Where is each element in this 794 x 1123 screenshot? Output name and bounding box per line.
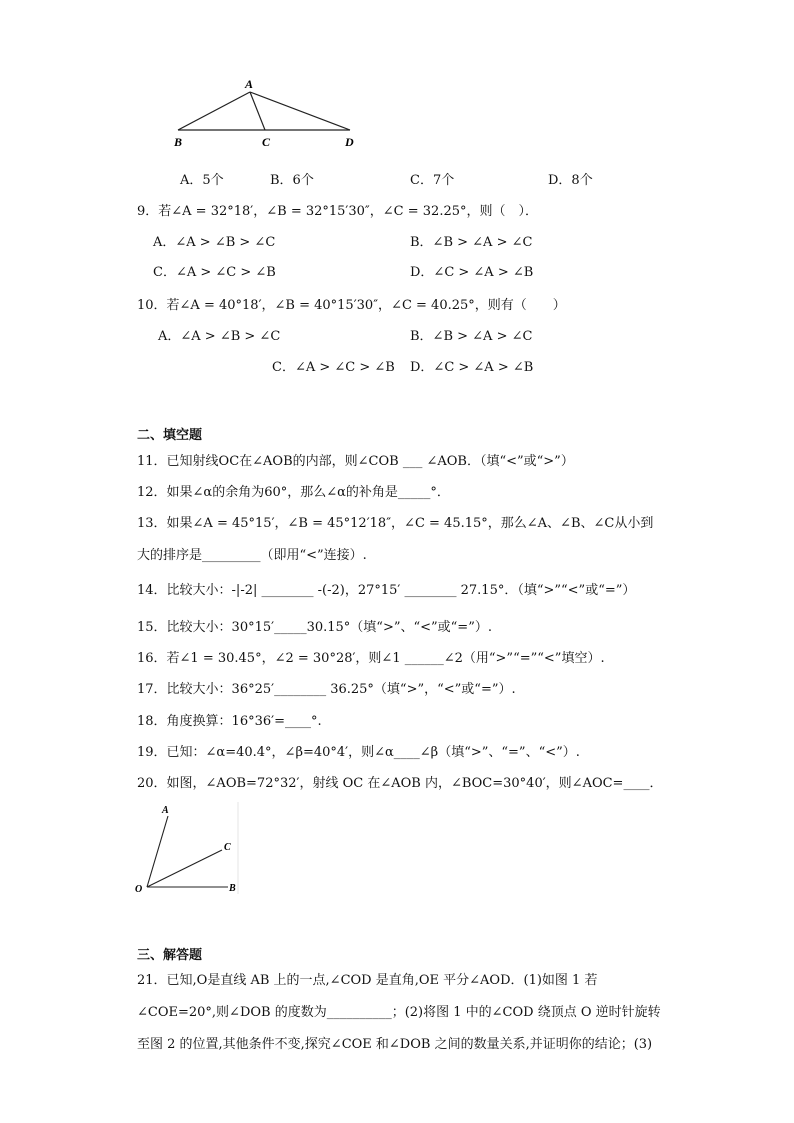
q15: 15．比较大小：30°15′_____30.15°（填“>”、“<”或“=”）. — [137, 620, 492, 635]
segment-ad — [250, 92, 350, 130]
q8-option-a: A．5个 — [180, 173, 224, 188]
triangle-figure — [160, 72, 380, 154]
label-c: C — [262, 135, 271, 149]
q17: 17．比较大小：36°25′________ 36.25°（填“>”，“<”或“=”）. — [137, 682, 516, 697]
q8-option-d: D．8个 — [548, 173, 593, 188]
q9-option-c: C．∠A > ∠C > ∠B — [153, 265, 276, 280]
segment-ac — [250, 92, 265, 130]
q10-option-d: D．∠C > ∠A > ∠B — [410, 360, 534, 375]
q12: 12．如果∠α的余角为60°，那么∠α的补角是_____°． — [137, 485, 450, 500]
label-c: C — [224, 842, 231, 853]
q9-option-a: A．∠A > ∠B > ∠C — [153, 235, 276, 250]
q13-line2: 大的排序是_________（即用“<”连接）. — [137, 548, 367, 563]
q21-line1: 21．已知,O是直线 AB 上的一点,∠COD 是直角,OE 平分∠AOD．(1)如图 1 若 — [137, 973, 598, 988]
q8-option-b: B．6个 — [270, 173, 314, 188]
ray-oa — [147, 816, 168, 887]
q19: 19．已知：∠α=40.4°，∠β=40°4′，则∠α____∠β（填“>”、“=”、“<”）. — [137, 745, 580, 760]
angle-figure — [130, 800, 245, 896]
q10-option-a: A．∠A > ∠B > ∠C — [158, 329, 281, 344]
q18: 18．角度换算：16°36′=____°. — [137, 714, 322, 729]
q9-option-d: D．∠C > ∠A > ∠B — [410, 265, 534, 280]
label-b: B — [229, 883, 236, 894]
q8-option-c: C．7个 — [410, 173, 455, 188]
q21-line2: ∠COE=20°,则∠DOB 的度数为__________；(2)将图 1 中的∠COD 绕顶点 O 逆时针旋转 — [137, 1005, 661, 1020]
label-b: B — [174, 135, 183, 149]
section-title-answer: 三、解答题 — [137, 948, 203, 963]
q20: 20．如图，∠AOB=72°32′，射线 OC 在∠AOB 内，∠BOC=30°40′，则∠AOC=____． — [137, 776, 663, 791]
label-d: D — [345, 135, 354, 149]
ray-oc — [147, 850, 222, 887]
q10-option-c: C．∠A > ∠C > ∠B — [272, 360, 395, 375]
label-a: A — [245, 77, 254, 91]
segment-ab — [178, 92, 250, 130]
q13-line1: 13．如果∠A = 45°15′，∠B = 45°12′18″，∠C = 45.15°，那么∠A、∠B、∠C从小到 — [137, 516, 654, 531]
q10-option-b: B．∠B > ∠A > ∠C — [410, 329, 533, 344]
label-o: O — [135, 884, 143, 895]
section-title-fill-blank: 二、填空题 — [137, 428, 203, 443]
q14: 14．比较大小：-|-2| ________ -(-2)，27°15′ ________ 27.15°．（填“>”“<”或“=”） — [137, 583, 636, 598]
q10-stem: 10．若∠A = 40°18′，∠B = 40°15′30″，∠C = 40.25°，则有（ ） — [137, 298, 566, 313]
label-a: A — [162, 805, 169, 816]
q16: 16．若∠1 = 30.45°，∠2 = 30°28′，则∠1 ______∠2（用“>”“=”“<”填空）. — [137, 651, 605, 666]
q11: 11．已知射线OC在∠AOB的内部，则∠COB ___ ∠AOB．（填“<”或“>”） — [137, 454, 574, 469]
q9-option-b: B．∠B > ∠A > ∠C — [410, 235, 533, 250]
q21-line3: 至图 2 的位置,其他条件不变,探究∠COE 和∠DOB 之间的数量关系,并证明你的结论；(3) — [137, 1037, 653, 1052]
q9-stem: 9．若∠A = 32°18′，∠B = 32°15′30″，∠C = 32.25°，则（ ）． — [137, 204, 538, 219]
